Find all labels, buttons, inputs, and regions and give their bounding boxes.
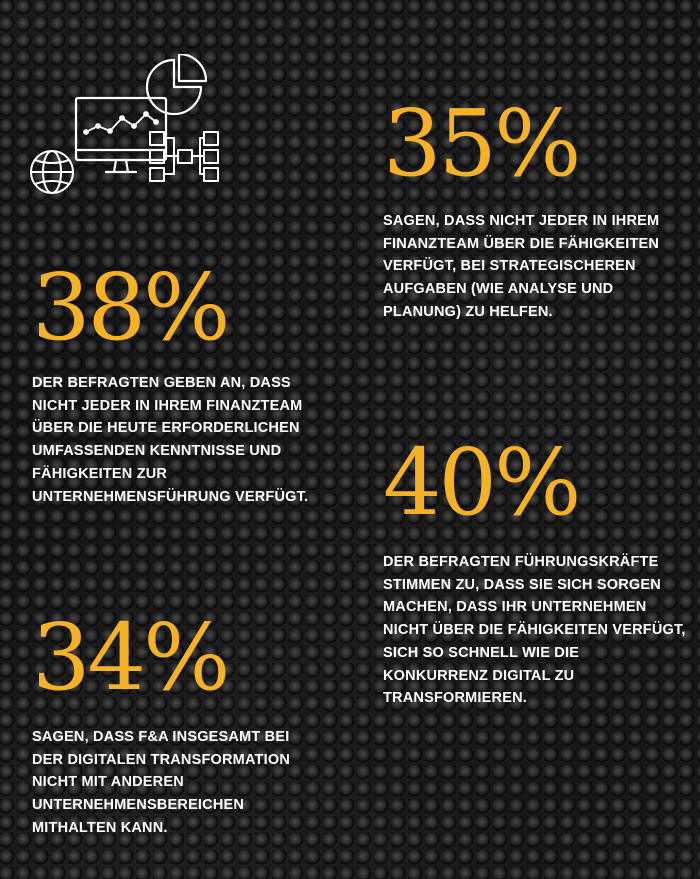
stat-block-35 [383,90,683,324]
stat-description: SAGEN, DASS NICHT JEDER IN IHREM FINANZTEAM ÜBER DIE FÄHIGKEITEN VERFÜGT, BEI STRATEGISCHEREN AUFGABEN (WIE ANALYSE UND PLANUNG) ZU HELFEN. [383,213,660,320]
line-chart-icon [84,112,158,134]
stat-description: SAGEN, DASS F&A INSGESAMT BEI DER DIGITALEN TRANSFORMATION NICHT MIT ANDEREN UNTERNEHMENSBEREICHEN MITHALTEN KANN. [32,729,290,836]
monitor-icon [76,98,166,172]
stat-description: DER BEFRAGTEN GEBEN AN, DASS NICHT JEDER IN IHREM FINANZTEAM ÜBER DIE HEUTE ERFORDERLICHEN UMFASSENDEN KENNTNISSE UND FÄHIGKEITEN ZUR UNTERNEHMENSFÜHRUNG VERFÜGT. [32,375,309,505]
flowchart-icon [150,132,218,181]
stat-value: 38% [32,254,228,361]
stat-block-40 [383,429,693,710]
stat-value: 34% [32,604,228,711]
pie-chart-icon [147,54,206,114]
globe-icon [31,151,73,193]
analytics-monitor-globe-pie-chart-flowchart-icon [28,54,228,204]
stat-description: DER BEFRAGTEN FÜHRUNGSKRÄFTE STIMMEN ZU, DASS SIE SICH SORGEN MACHEN, DASS IHR UNTERNEHMEN NICHT ÜBER DIE FÄHIGKEITEN VERFÜGT, SICH SO SCHNELL WIE DIE KONKURRENZ DIGITAL ZU TRANSFORMIEREN. [383,554,686,707]
stat-block-38 [32,254,352,508]
stat-value: 35% [383,90,579,197]
stat-block-34 [32,604,352,840]
stat-value: 40% [383,429,579,536]
